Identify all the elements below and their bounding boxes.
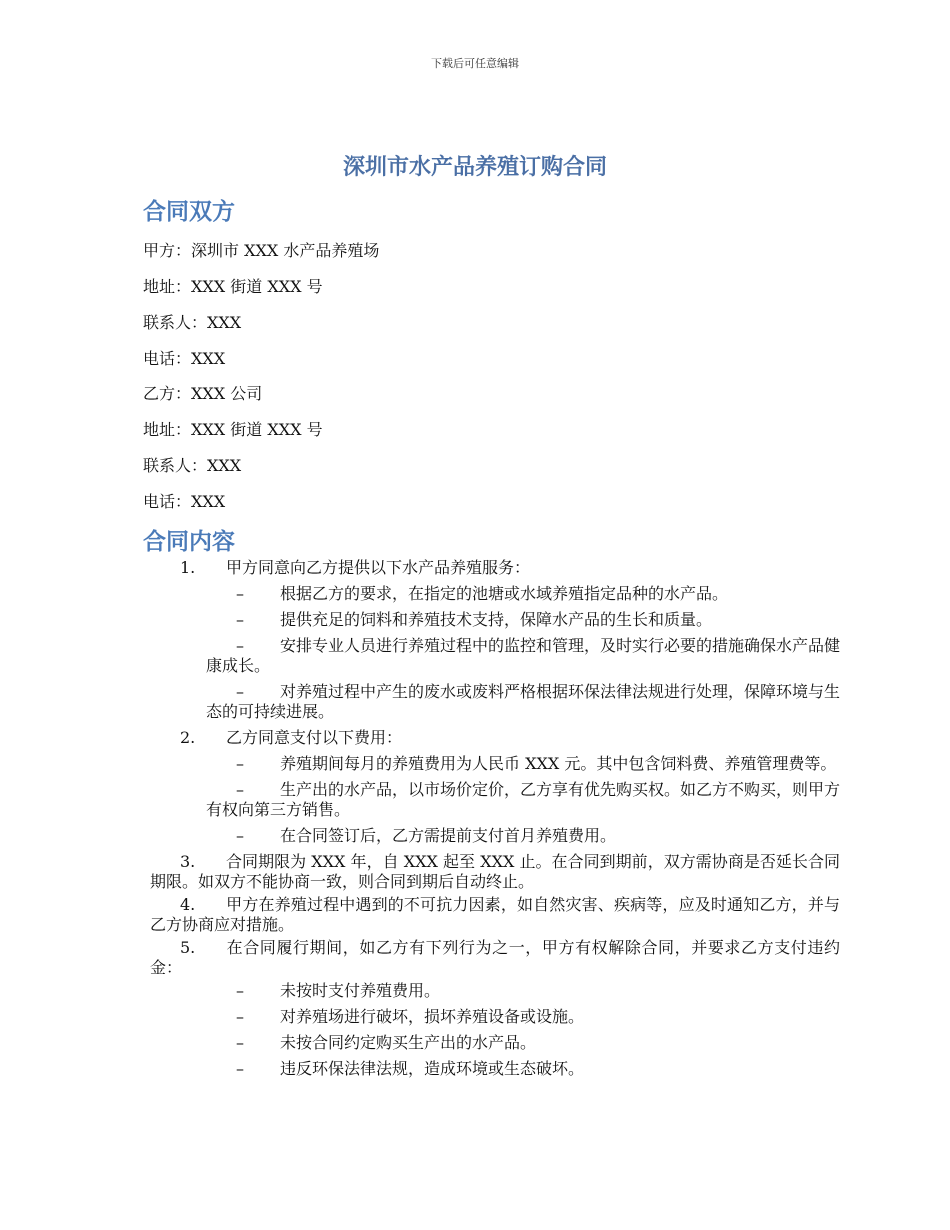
party-b-phone: 电话：XXX bbox=[143, 492, 226, 511]
dash-bullet: – bbox=[236, 610, 244, 629]
clause-text: 乙方同意支付以下费用： bbox=[226, 728, 403, 747]
sub-text: 根据乙方的要求，在指定的池塘或水域养殖指定品种的水产品。 bbox=[280, 584, 729, 603]
clause-text: 甲方在养殖过程中遇到的不可抗力因素，如自然灾害、疾病等，应及时通知乙方，并与乙方协商应对措施。 bbox=[150, 895, 840, 934]
dash-bullet: – bbox=[236, 826, 244, 845]
dash-bullet: – bbox=[236, 682, 244, 701]
dash-bullet: – bbox=[236, 636, 244, 655]
sub-text: 对养殖过程中产生的废水或废料严格根据环保法律法规进行处理，保障环境与生态的可持续进展。 bbox=[206, 682, 841, 721]
clause-2-sub-2 bbox=[206, 780, 840, 820]
clause-1-sub-1 bbox=[206, 584, 840, 604]
sub-text: 生产出的水产品，以市场价定价，乙方享有优先购买权。如乙方不购买，则甲方有权向第三方销售。 bbox=[206, 780, 841, 819]
header-note: 下载后可任意编辑 bbox=[431, 57, 519, 70]
party-a-address: 地址：XXX 街道 XXX 号 bbox=[143, 277, 323, 296]
clause-1 bbox=[150, 558, 840, 578]
sub-text: 违反环保法律法规，造成环境或生态破坏。 bbox=[280, 1059, 585, 1078]
dash-bullet: – bbox=[236, 1007, 244, 1026]
clause-2 bbox=[150, 728, 840, 748]
sub-text: 对养殖场进行破坏，损坏养殖设备或设施。 bbox=[280, 1007, 585, 1026]
clause-4 bbox=[150, 895, 840, 935]
clause-5-sub-2 bbox=[206, 1007, 840, 1027]
clause-1-sub-4 bbox=[206, 682, 840, 722]
party-b-contact: 联系人：XXX bbox=[143, 456, 242, 475]
clause-text: 合同期限为 XXX 年，自 XXX 起至 XXX 止。在合同到期前，双方需协商是否延长合同期限。如双方不能协商一致，则合同到期后自动终止。 bbox=[150, 852, 840, 891]
clause-number: 1. bbox=[180, 558, 196, 577]
sub-text: 在合同签订后，乙方需提前支付首月养殖费用。 bbox=[280, 826, 617, 845]
document-title: 深圳市水产品养殖订购合同 bbox=[342, 155, 607, 180]
section-heading-parties: 合同双方 bbox=[143, 199, 235, 225]
dash-bullet: – bbox=[236, 584, 244, 603]
clause-5-sub-3 bbox=[206, 1033, 840, 1053]
clause-number: 3. bbox=[180, 852, 196, 871]
dash-bullet: – bbox=[236, 1033, 244, 1052]
sub-text: 未按时支付养殖费用。 bbox=[280, 981, 441, 1000]
clause-2-sub-3 bbox=[206, 826, 840, 846]
clause-number: 4. bbox=[180, 895, 196, 914]
clause-1-sub-3 bbox=[206, 636, 840, 676]
party-b-name: 乙方：XXX 公司 bbox=[143, 384, 263, 403]
party-a-phone: 电话：XXX bbox=[143, 349, 226, 368]
clause-text: 甲方同意向乙方提供以下水产品养殖服务： bbox=[226, 558, 531, 577]
dash-bullet: – bbox=[236, 780, 244, 799]
clause-1-sub-2 bbox=[206, 610, 840, 630]
sub-text: 提供充足的饲料和养殖技术支持，保障水产品的生长和质量。 bbox=[280, 610, 713, 629]
dash-bullet: – bbox=[236, 981, 244, 1000]
party-b-address: 地址：XXX 街道 XXX 号 bbox=[143, 420, 323, 439]
party-a-name: 甲方：深圳市 XXX 水产品养殖场 bbox=[143, 241, 380, 260]
party-a-contact: 联系人：XXX bbox=[143, 313, 242, 332]
clause-5-sub-4 bbox=[206, 1059, 840, 1079]
clause-5 bbox=[150, 938, 840, 978]
dash-bullet: – bbox=[236, 1059, 244, 1078]
clause-number: 2. bbox=[180, 728, 196, 747]
sub-text: 养殖期间每月的养殖费用为人民币 XXX 元。其中包含饲料费、养殖管理费等。 bbox=[280, 754, 837, 773]
sub-text: 安排专业人员进行养殖过程中的监控和管理，及时实行必要的措施确保水产品健康成长。 bbox=[206, 636, 841, 675]
clause-3 bbox=[150, 852, 840, 892]
clause-2-sub-1 bbox=[206, 754, 840, 774]
clause-text: 在合同履行期间，如乙方有下列行为之一，甲方有权解除合同，并要求乙方支付违约金： bbox=[150, 938, 840, 977]
clause-number: 5. bbox=[180, 938, 196, 957]
section-heading-content: 合同内容 bbox=[143, 529, 235, 555]
dash-bullet: – bbox=[236, 754, 244, 773]
contract-content bbox=[150, 558, 840, 1085]
clause-5-sub-1 bbox=[206, 981, 840, 1001]
sub-text: 未按合同约定购买生产出的水产品。 bbox=[280, 1033, 537, 1052]
